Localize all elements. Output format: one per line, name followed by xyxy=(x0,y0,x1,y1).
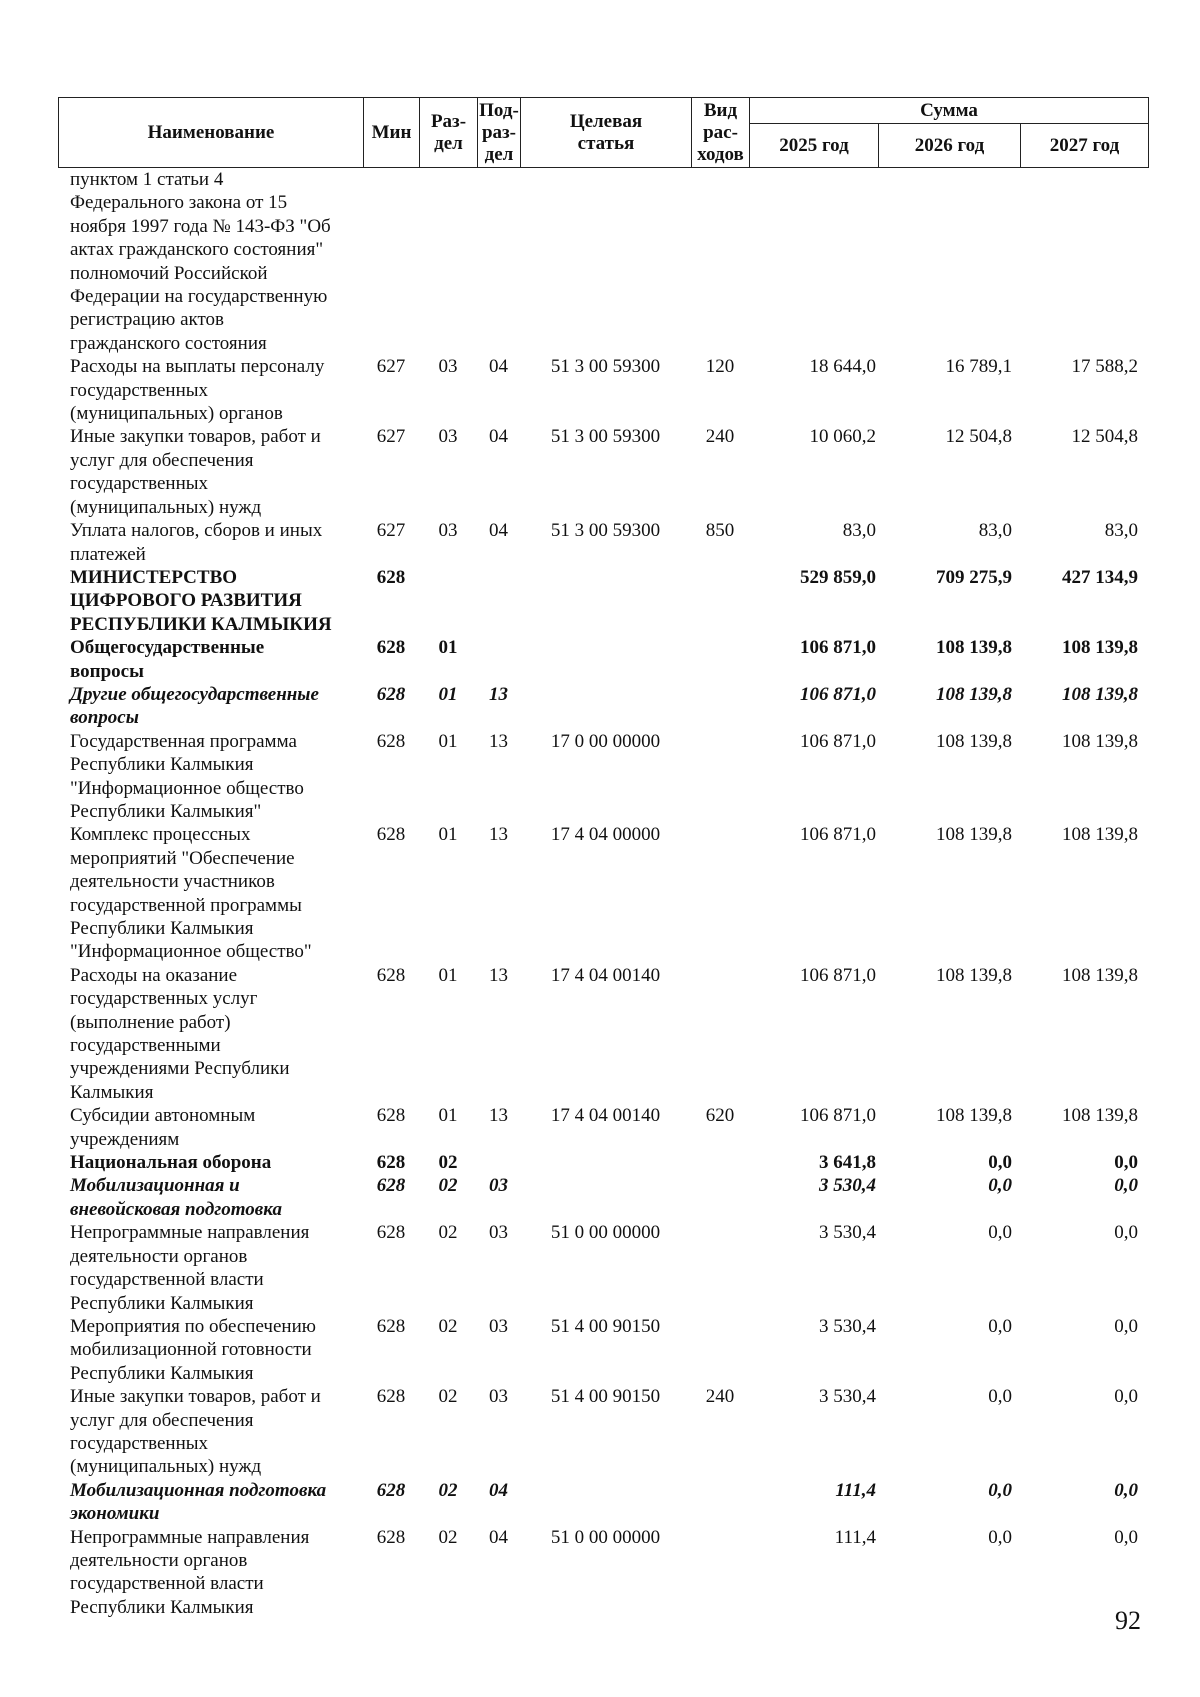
row-razdel: 02 xyxy=(438,1526,458,1548)
row-sum-2026: 0,0 xyxy=(988,1315,1012,1337)
row-celevaya-statya xyxy=(520,1151,691,1174)
row-razdel: 03 xyxy=(438,520,458,542)
row-sum-2026: 0,0 xyxy=(988,1152,1012,1174)
header-podrazdel: Под- раз- дел xyxy=(478,98,521,168)
row-celevaya-statya: 51 0 00 00000 xyxy=(550,1222,661,1244)
row-podrazdel: 04 xyxy=(489,426,508,448)
row-sum-2026: 108 139,8 xyxy=(936,683,1012,705)
row-razdel: 02 xyxy=(438,1175,458,1197)
row-sum-2027: 108 139,8 xyxy=(1062,1105,1138,1127)
row-name: пунктом 1 статьи 4 Федерального закона от 15 ноября 1997 года № 143-ФЗ "Об актах гражданского состояния" полномочий Российской Федерации на государственную регистрацию актов гражданского состояния xyxy=(70,169,331,354)
budget-table-page xyxy=(58,97,1148,1619)
row-sum-2025: 3 530,4 xyxy=(819,1222,876,1244)
row-sum-2025: 529 859,0 xyxy=(800,566,876,588)
row-celevaya-statya: 51 3 00 59300 xyxy=(550,520,661,542)
row-razdel: 02 xyxy=(438,1479,458,1501)
row-podrazdel: 13 xyxy=(489,730,508,752)
table-row xyxy=(58,566,1148,636)
row-podrazdel: 04 xyxy=(489,356,508,378)
row-celevaya-statya: 51 4 00 90150 xyxy=(550,1315,661,1337)
row-razdel: 02 xyxy=(438,1315,458,1337)
row-celevaya-statya xyxy=(520,636,691,683)
row-sum-2027: 108 139,8 xyxy=(1062,637,1138,659)
row-min: 628 xyxy=(376,566,406,588)
row-name: Иные закупки товаров, работ и услуг для обеспечения государственных (муниципальных) нужд xyxy=(70,426,321,518)
table-header xyxy=(58,97,1149,168)
row-sum-2025: 111,4 xyxy=(835,1479,876,1501)
table-row xyxy=(58,1385,1148,1479)
row-sum-2026: 108 139,8 xyxy=(936,964,1012,986)
row-sum-2027: 108 139,8 xyxy=(1062,730,1138,752)
row-vid-raskhodov xyxy=(691,1526,749,1620)
row-sum-2026: 0,0 xyxy=(988,1526,1012,1548)
row-celevaya-statya: 17 0 00 00000 xyxy=(550,730,661,752)
row-vid-raskhodov xyxy=(691,964,749,1104)
row-vid-raskhodov: 240 xyxy=(705,1386,735,1408)
row-min: 628 xyxy=(376,1479,406,1501)
row-name: Уплата налогов, сборов и иных платежей xyxy=(70,520,323,565)
row-min: 628 xyxy=(376,1105,406,1127)
row-sum-2027: 108 139,8 xyxy=(1062,964,1138,986)
row-name: Мобилизационная и вневойсковая подготовка xyxy=(70,1175,282,1220)
row-vid-raskhodov xyxy=(691,1174,749,1221)
row-razdel: 02 xyxy=(438,1222,458,1244)
row-celevaya-statya: 17 4 04 00140 xyxy=(550,964,661,986)
row-sum-2027: 0,0 xyxy=(1114,1386,1138,1408)
row-podrazdel: 04 xyxy=(489,1479,508,1501)
row-vid-raskhodov xyxy=(691,168,749,355)
header-celevaya-statya: Целевая статья xyxy=(521,98,692,168)
row-name: Субсидии автономным учреждениям xyxy=(70,1105,256,1150)
table-row xyxy=(58,168,1148,355)
table-row xyxy=(58,355,1148,425)
row-min: 628 xyxy=(376,824,406,846)
row-sum-2025: 106 871,0 xyxy=(800,730,876,752)
row-celevaya-statya: 17 4 04 00140 xyxy=(550,1105,661,1127)
row-razdel: 02 xyxy=(438,1386,458,1408)
row-min: 628 xyxy=(376,964,406,986)
row-sum-2026: 0,0 xyxy=(988,1479,1012,1501)
row-vid-raskhodov: 240 xyxy=(705,426,735,448)
row-min: 628 xyxy=(376,1222,406,1244)
table-row xyxy=(58,823,1148,963)
row-celevaya-statya: 51 3 00 59300 xyxy=(550,356,661,378)
row-sum-2025: 106 871,0 xyxy=(800,1105,876,1127)
row-vid-raskhodov: 120 xyxy=(705,356,735,378)
row-name: Непрограммные направления деятельности органов государственной власти Республики Калмыкия xyxy=(70,1526,310,1618)
row-sum-2025: 3 530,4 xyxy=(819,1386,876,1408)
row-razdel: 01 xyxy=(438,1105,458,1127)
row-sum-2027: 108 139,8 xyxy=(1062,683,1138,705)
row-podrazdel: 13 xyxy=(489,824,508,846)
row-sum-2025: 106 871,0 xyxy=(800,683,876,705)
row-sum-2025 xyxy=(749,168,878,355)
row-podrazdel: 13 xyxy=(489,964,508,986)
row-sum-2026: 83,0 xyxy=(978,520,1012,542)
row-vid-raskhodov xyxy=(691,566,749,636)
row-razdel: 01 xyxy=(438,730,458,752)
table-row xyxy=(58,1104,1148,1151)
row-name: Расходы на оказание государственных услуг (выполнение работ) государственными учреждениями Республики Калмыкия xyxy=(70,964,290,1103)
row-min: 628 xyxy=(376,1526,406,1548)
row-sum-2026: 108 139,8 xyxy=(936,730,1012,752)
row-sum-2025: 3 641,8 xyxy=(819,1152,876,1174)
row-podrazdel xyxy=(477,566,520,636)
row-razdel: 03 xyxy=(438,426,458,448)
row-sum-2025: 106 871,0 xyxy=(800,964,876,986)
row-celevaya-statya: 51 4 00 90150 xyxy=(550,1386,661,1408)
row-razdel: 02 xyxy=(438,1152,458,1174)
table-row xyxy=(58,1315,1148,1385)
row-name: Мобилизационная подготовка экономики xyxy=(70,1479,327,1525)
row-sum-2025: 18 644,0 xyxy=(809,356,876,378)
row-razdel: 01 xyxy=(438,637,458,659)
table-row xyxy=(58,519,1148,566)
row-podrazdel xyxy=(477,168,520,355)
row-min xyxy=(363,168,419,355)
table-body xyxy=(58,168,1148,1619)
row-sum-2025: 106 871,0 xyxy=(800,637,876,659)
row-min: 627 xyxy=(376,356,406,378)
row-vid-raskhodov xyxy=(691,1221,749,1315)
row-vid-raskhodov xyxy=(691,730,749,824)
row-sum-2027: 17 588,2 xyxy=(1071,356,1138,378)
row-name: Национальная оборона xyxy=(70,1152,272,1174)
row-sum-2025: 106 871,0 xyxy=(800,824,876,846)
row-sum-2027: 0,0 xyxy=(1114,1526,1138,1548)
row-vid-raskhodov xyxy=(691,636,749,683)
row-podrazdel: 03 xyxy=(489,1386,508,1408)
row-sum-2027: 0,0 xyxy=(1114,1175,1138,1197)
header-year-2026: 2026 год xyxy=(879,124,1021,168)
row-name: Непрограммные направления деятельности органов государственной власти Республики Калмыкия xyxy=(70,1222,310,1314)
row-sum-2026: 12 504,8 xyxy=(945,426,1012,448)
row-celevaya-statya xyxy=(520,683,691,730)
row-sum-2026: 16 789,1 xyxy=(945,356,1012,378)
row-name: Общегосударственные вопросы xyxy=(70,637,265,682)
row-sum-2026 xyxy=(878,168,1020,355)
row-sum-2027: 0,0 xyxy=(1114,1315,1138,1337)
row-podrazdel: 03 xyxy=(489,1315,508,1337)
row-sum-2027: 427 134,9 xyxy=(1062,566,1138,588)
header-vid-raskhodov: Вид рас- ходов xyxy=(692,98,750,168)
row-sum-2027: 0,0 xyxy=(1114,1222,1138,1244)
table-row xyxy=(58,730,1148,824)
row-min: 628 xyxy=(376,683,406,705)
row-name: Иные закупки товаров, работ и услуг для обеспечения государственных (муниципальных) нужд xyxy=(70,1386,321,1478)
row-razdel: 01 xyxy=(438,964,458,986)
row-podrazdel: 04 xyxy=(489,1526,508,1548)
row-vid-raskhodov xyxy=(691,683,749,730)
header-razdel: Раз- дел xyxy=(420,98,478,168)
row-name: Другие общегосударственные вопросы xyxy=(70,683,319,729)
row-vid-raskhodov xyxy=(691,1479,749,1526)
row-podrazdel: 03 xyxy=(489,1222,508,1244)
row-sum-2027: 12 504,8 xyxy=(1071,426,1138,448)
row-name: Мероприятия по обеспечению мобилизационной готовности Республики Калмыкия xyxy=(70,1315,316,1384)
row-celevaya-statya: 17 4 04 00000 xyxy=(550,824,661,846)
row-sum-2025: 111,4 xyxy=(834,1526,876,1548)
row-sum-2026: 0,0 xyxy=(988,1386,1012,1408)
header-min: Мин xyxy=(364,98,420,168)
row-sum-2026: 709 275,9 xyxy=(936,566,1012,588)
row-podrazdel xyxy=(477,1151,520,1174)
row-vid-raskhodov xyxy=(691,1151,749,1174)
row-podrazdel: 13 xyxy=(489,683,508,705)
row-razdel xyxy=(419,566,477,636)
row-sum-2026: 108 139,8 xyxy=(936,824,1012,846)
row-name: Расходы на выплаты персоналу государственных (муниципальных) органов xyxy=(70,356,325,425)
row-min: 628 xyxy=(376,1175,406,1197)
row-razdel: 03 xyxy=(438,356,458,378)
page-number: 92 xyxy=(1115,1606,1141,1635)
row-celevaya-statya xyxy=(520,1174,691,1221)
row-razdel xyxy=(419,168,477,355)
row-sum-2025: 3 530,4 xyxy=(819,1175,876,1197)
row-sum-2027 xyxy=(1020,168,1148,355)
row-sum-2025: 83,0 xyxy=(842,520,876,542)
row-min: 627 xyxy=(376,426,406,448)
table-row xyxy=(58,1151,1148,1174)
row-sum-2026: 108 139,8 xyxy=(936,637,1012,659)
row-min: 627 xyxy=(376,520,406,542)
table-row xyxy=(58,1526,1148,1620)
row-vid-raskhodov xyxy=(691,823,749,963)
row-min: 628 xyxy=(376,637,406,659)
row-podrazdel: 03 xyxy=(489,1175,508,1197)
row-celevaya-statya xyxy=(520,566,691,636)
row-sum-2026: 108 139,8 xyxy=(936,1105,1012,1127)
header-year-2027: 2027 год xyxy=(1021,124,1149,168)
row-razdel: 01 xyxy=(438,824,458,846)
row-sum-2025: 3 530,4 xyxy=(819,1315,876,1337)
row-podrazdel xyxy=(477,636,520,683)
table-row xyxy=(58,1221,1148,1315)
row-podrazdel: 04 xyxy=(489,520,508,542)
row-sum-2026: 0,0 xyxy=(988,1222,1012,1244)
row-celevaya-statya: 51 0 00 00000 xyxy=(550,1526,661,1548)
row-celevaya-statya xyxy=(520,1479,691,1526)
table-row xyxy=(58,636,1148,683)
row-vid-raskhodov xyxy=(691,1315,749,1385)
row-celevaya-statya: 51 3 00 59300 xyxy=(550,426,661,448)
row-vid-raskhodov: 850 xyxy=(705,520,735,542)
row-name: Государственная программа Республики Калмыкия "Информационное общество Республики Калмыкия" xyxy=(70,730,304,822)
table-row xyxy=(58,1174,1148,1221)
row-sum-2027: 83,0 xyxy=(1104,520,1138,542)
row-sum-2025: 10 060,2 xyxy=(809,426,876,448)
header-name: Наименование xyxy=(59,98,364,168)
table-row xyxy=(58,683,1148,730)
table-row xyxy=(58,425,1148,519)
row-podrazdel: 13 xyxy=(489,1105,508,1127)
header-year-2025: 2025 год xyxy=(750,124,879,168)
row-min: 628 xyxy=(376,1152,406,1174)
table-row xyxy=(58,964,1148,1104)
row-min: 628 xyxy=(376,1315,406,1337)
row-min: 628 xyxy=(376,730,406,752)
row-celevaya-statya xyxy=(520,168,691,355)
row-razdel: 01 xyxy=(438,683,458,705)
table-row xyxy=(58,1479,1148,1526)
row-min: 628 xyxy=(376,1386,406,1408)
row-name: Комплекс процессных мероприятий "Обеспечение деятельности участников государственной программы Республики Калмыкия "Информационное общество" xyxy=(70,824,312,963)
row-sum-2027: 0,0 xyxy=(1114,1479,1138,1501)
header-summa: Сумма xyxy=(750,98,1149,124)
row-sum-2027: 0,0 xyxy=(1114,1152,1138,1174)
row-vid-raskhodov: 620 xyxy=(705,1105,735,1127)
row-sum-2026: 0,0 xyxy=(988,1175,1012,1197)
row-name: МИНИСТЕРСТВО ЦИФРОВОГО РАЗВИТИЯ РЕСПУБЛИКИ КАЛМЫКИЯ xyxy=(70,566,332,635)
row-sum-2027: 108 139,8 xyxy=(1062,824,1138,846)
